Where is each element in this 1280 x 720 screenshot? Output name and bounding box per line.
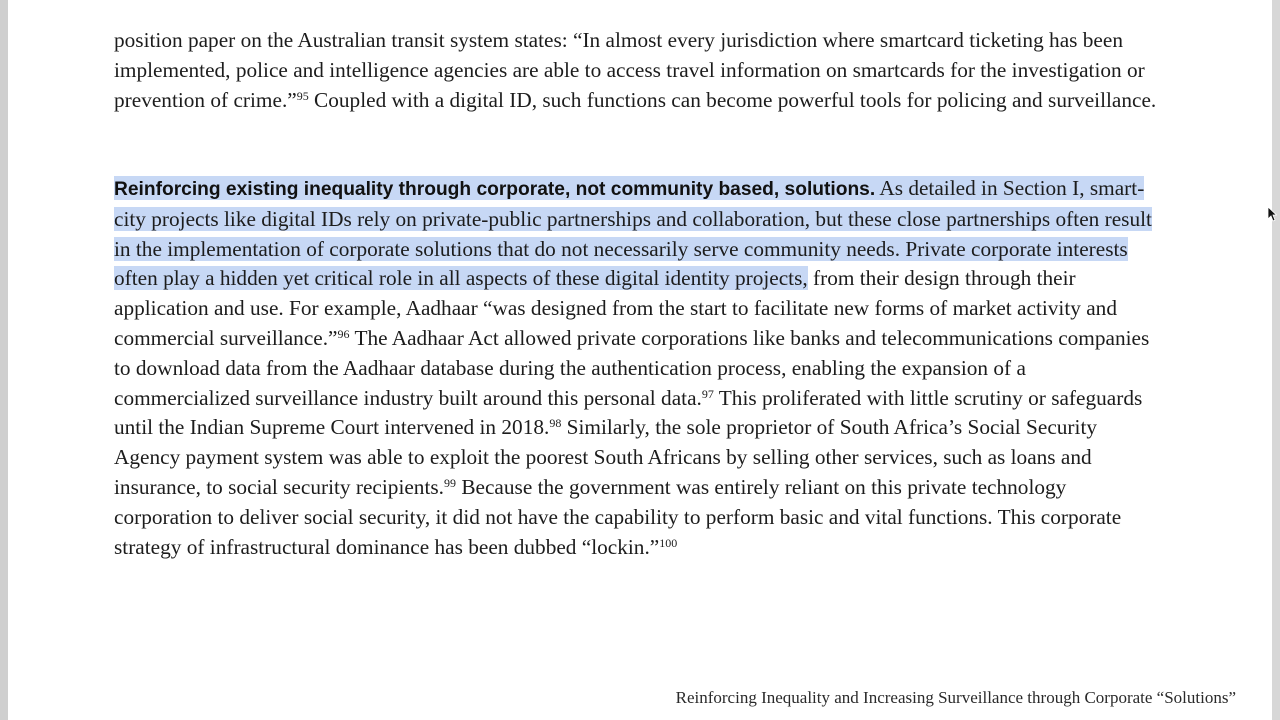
paragraph-2-text-d: Similarly, the sole proprietor of South Africa’s Social Security Agency payment system was able to exploit the poorest South Africans by selling other services, such as loans and insurance, to social security recipients. <box>114 415 1098 499</box>
paragraph-2-text-e: Because the government was entirely reliant on this private technology corporation to deliver social security, it did not have the capability to perform basic and vital functions. This corporate strategy of infrastructural dominance has been dubbed “lockin.” <box>114 474 1122 559</box>
paragraph-2-text-a: from their design through their application and use. For example, Aadhaar “was designed from the start to facilitate new forms of market activity and commercial surveillance.” <box>114 266 1117 350</box>
document-page[interactable] <box>8 0 1272 720</box>
footnote-ref-100[interactable]: 100 <box>659 535 678 550</box>
paragraph-1-text-b: Coupled with a digital ID, such functions can become powerful tools for policing and surveillance. <box>308 87 1157 112</box>
viewer-right-border[interactable] <box>1272 0 1280 720</box>
footnote-ref-97[interactable]: 97 <box>701 386 714 401</box>
footnote-ref-96[interactable]: 96 <box>337 326 350 341</box>
paragraph-2-text-b: The Aadhaar Act allowed private corporations like banks and telecommunications companies to download data from the Aadhaar database during the authentication process, enabling the expansion of a commercialized surveillance industry built around this personal data. <box>114 325 1150 410</box>
body-paragraph-1 <box>114 26 1166 115</box>
footnote-ref-99[interactable]: 99 <box>444 475 456 490</box>
viewer-left-border <box>0 0 8 720</box>
mouse-pointer-icon <box>1267 206 1277 222</box>
footnote-ref-95[interactable]: 95 <box>296 88 309 103</box>
footnote-ref-98[interactable]: 98 <box>549 416 562 431</box>
body-paragraph-2 <box>114 174 1166 562</box>
paragraph-2-text-c: This proliferated with little scrutiny or safeguards until the Indian Supreme Court intervened in 2018. <box>114 385 1143 440</box>
highlighted-text: As detailed in Section I, smart-city projects like digital IDs rely on private-public partnerships and collaboration, but these close partnerships often result in the implementation of corporate solutions that do not necessarily serve community needs. Private corporate interests often play a hidden yet critical role in all aspects of these digital identity projects, <box>114 176 1152 291</box>
paragraph-1-text-a: position paper on the Australian transit system states: “In almost every jurisdiction where smartcard ticketing has been implemented, police and intelligence agencies are able to access travel information on smartcards for the investigation or prevention of crime.” <box>114 28 1145 112</box>
paragraph-lead-heading: Reinforcing existing inequality through corporate, not community based, solutions. <box>114 179 876 200</box>
page-running-footer: Reinforcing Inequality and Increasing Surveillance through Corporate “Solutions” <box>675 688 1236 707</box>
